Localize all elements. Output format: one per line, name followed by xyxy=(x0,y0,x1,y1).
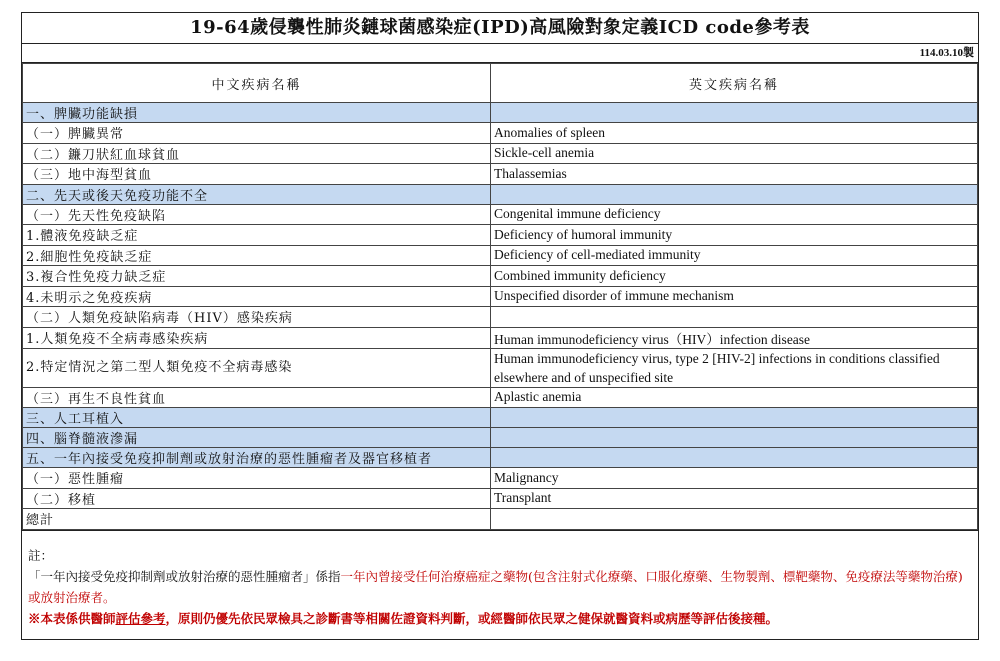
chinese-name-cell: 一、脾臟功能缺損 xyxy=(23,103,491,123)
chinese-name-cell: （一）脾臟異常 xyxy=(23,123,491,144)
table-row xyxy=(23,164,978,185)
chinese-name-cell: 四、腦脊髓液滲漏 xyxy=(23,428,491,448)
chinese-name-cell: （二）人類免疫缺陷病毒（HIV）感染疾病 xyxy=(23,307,491,328)
notes-definition-lead: 「一年內接受免疫抑制劑或放射治療的惡性腫瘤者」係指 xyxy=(28,568,341,584)
english-name-cell xyxy=(491,184,978,204)
chinese-name-cell: （一）惡性腫瘤 xyxy=(23,468,491,489)
table-row xyxy=(23,143,978,164)
table-row xyxy=(23,488,978,509)
reference-sheet xyxy=(21,12,979,640)
english-name-cell: Combined immunity deficiency xyxy=(491,266,978,287)
table-row xyxy=(23,225,978,246)
notes-warning-post: ，原則仍優先依民眾檢具之診斷書等相關佐證資料判斷，或經醫師依民眾之健保就醫資料或病歷等評估後接種。 xyxy=(165,610,779,626)
chinese-name-cell: 2.細胞性免疫缺乏症 xyxy=(23,245,491,266)
english-name-cell: Deficiency of humoral immunity xyxy=(491,225,978,246)
chinese-name-cell: 4.未明示之免疫疾病 xyxy=(23,286,491,307)
english-name-cell: Thalassemias xyxy=(491,164,978,185)
english-name-cell: Congenital immune deficiency xyxy=(491,204,978,225)
english-name-cell: Human immunodeficiency virus, type 2 [HIV-2] infections in conditions classified elsewhere and of unspecified site xyxy=(491,348,978,387)
table-row xyxy=(23,509,978,530)
notes-warning-pre: ※本表係供醫師 xyxy=(28,610,116,626)
english-name-cell xyxy=(491,103,978,123)
table-row xyxy=(23,387,978,408)
header-english-name: 英文疾病名稱 xyxy=(491,64,978,103)
english-name-cell: Sickle-cell anemia xyxy=(491,143,978,164)
chinese-name-cell: （三）再生不良性貧血 xyxy=(23,387,491,408)
chinese-name-cell: 二、先天或後天免疫功能不全 xyxy=(23,184,491,204)
notes-warning xyxy=(28,608,972,629)
table-row xyxy=(23,468,978,489)
section-row xyxy=(23,448,978,468)
english-name-cell: Transplant xyxy=(491,488,978,509)
chinese-name-cell: 總計 xyxy=(23,509,491,530)
notes-warning-underline: 評估參考 xyxy=(115,610,166,626)
table-row xyxy=(23,286,978,307)
notes-definition-detail: 一年內曾接受任何治療癌症之藥物(包含注射式化療藥、口服化療藥、生物製劑、標靶藥物、免疫療法等藥物治療)或放射治療者。 xyxy=(28,568,963,605)
table-row xyxy=(23,307,978,328)
english-name-cell: Human immunodeficiency virus（HIV）infection disease xyxy=(491,327,978,348)
english-name-cell xyxy=(491,448,978,468)
section-row xyxy=(23,184,978,204)
table-body xyxy=(23,103,978,530)
table-row xyxy=(23,204,978,225)
table-row xyxy=(23,327,978,348)
table-row xyxy=(23,266,978,287)
chinese-name-cell: 2.特定情況之第二型人類免疫不全病毒感染 xyxy=(23,348,491,387)
chinese-name-cell: （一）先天性免疫缺陷 xyxy=(23,204,491,225)
english-name-cell: Deficiency of cell-mediated immunity xyxy=(491,245,978,266)
chinese-name-cell: 三、人工耳植入 xyxy=(23,408,491,428)
chinese-name-cell: 3.複合性免疫力缺乏症 xyxy=(23,266,491,287)
table-row xyxy=(23,123,978,144)
english-name-cell: Aplastic anemia xyxy=(491,387,978,408)
section-row xyxy=(23,103,978,123)
table-row xyxy=(23,245,978,266)
english-name-cell xyxy=(491,307,978,328)
english-name-cell: Unspecified disorder of immune mechanism xyxy=(491,286,978,307)
english-name-cell: Malignancy xyxy=(491,468,978,489)
chinese-name-cell: （三）地中海型貧血 xyxy=(23,164,491,185)
notes-section xyxy=(22,530,978,639)
notes-definition xyxy=(28,566,972,608)
english-name-cell: Anomalies of spleen xyxy=(491,123,978,144)
chinese-name-cell: （二）移植 xyxy=(23,488,491,509)
english-name-cell xyxy=(491,509,978,530)
document-title: 19-64歲侵襲性肺炎鏈球菌感染症(IPD)高風險對象定義ICD code參考表 xyxy=(22,13,978,44)
english-name-cell xyxy=(491,428,978,448)
table-row xyxy=(23,348,978,387)
icd-table xyxy=(22,63,978,530)
chinese-name-cell: 1.體液免疫缺乏症 xyxy=(23,225,491,246)
chinese-name-cell: 五、一年內接受免疫抑制劑或放射治療的惡性腫瘤者及器官移植者 xyxy=(23,448,491,468)
english-name-cell xyxy=(491,408,978,428)
notes-label: 註： xyxy=(28,547,54,563)
section-row xyxy=(23,408,978,428)
document-date: 114.03.10製 xyxy=(22,44,978,63)
header-chinese-name: 中文疾病名稱 xyxy=(23,64,491,103)
section-row xyxy=(23,428,978,448)
chinese-name-cell: 1.人類免疫不全病毒感染疾病 xyxy=(23,327,491,348)
chinese-name-cell: （二）鐮刀狀紅血球貧血 xyxy=(23,143,491,164)
